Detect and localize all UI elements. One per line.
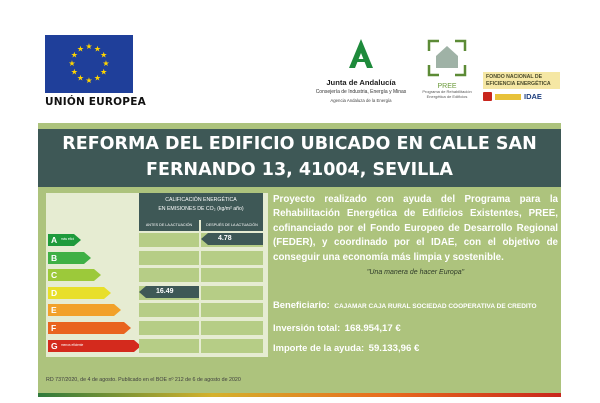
- after-cell-f: [201, 321, 263, 335]
- color-strip: [38, 393, 561, 397]
- after-cell-g: [201, 339, 263, 353]
- energy-rating-label: [46, 193, 268, 357]
- rating-header-units: EN EMISIONES DE CO₂ (kg/m² año): [158, 206, 244, 212]
- svg-text:★: ★: [70, 50, 78, 60]
- aid-label: Importe de la ayuda:: [273, 342, 365, 353]
- before-cell-g: [139, 339, 199, 353]
- title-bar: [38, 129, 561, 187]
- pree-subtitle: Programa de Rehabilitación Energética de Edificios: [422, 89, 472, 99]
- after-value-badge: 4.78: [208, 233, 263, 245]
- after-cell-e: [201, 303, 263, 317]
- before-cell-f: [139, 321, 199, 335]
- before-cell-a: [139, 233, 199, 247]
- legal-footer: RD 737/2020, de 4 de agosto. Publicado en el BOE nº 212 de 6 de agosto de 2020: [46, 377, 241, 383]
- grade-bar-g: [48, 340, 134, 352]
- junta-emblem-icon: [344, 37, 378, 71]
- eu-logo: [45, 35, 146, 108]
- grade-letter: C: [51, 270, 58, 281]
- ministry-logo-icon: [495, 94, 521, 100]
- svg-text:★: ★: [100, 50, 108, 60]
- grade-letter: B: [51, 252, 58, 263]
- eu-motto: "Una manera de hacer Europa": [366, 269, 465, 276]
- rating-header: [139, 193, 263, 220]
- svg-text:★: ★: [76, 44, 85, 54]
- pree-name: PREE: [437, 83, 457, 90]
- idae-logo: IDAE: [524, 92, 542, 101]
- svg-text:★: ★: [102, 59, 110, 68]
- grade-letter: A: [51, 235, 58, 245]
- svg-text:★: ★: [68, 59, 76, 68]
- after-cell-d: [201, 286, 263, 300]
- fondo-name: FONDO NACIONAL DE EFICIENCIA ENERGÉTICA: [483, 72, 560, 89]
- investment-value: 168.954,17 €: [344, 323, 401, 334]
- house-icon: [425, 37, 469, 77]
- aid-row: [273, 338, 419, 356]
- svg-text:★: ★: [100, 67, 108, 77]
- junta-agency: Agencia Andaluza de la Energía: [330, 98, 392, 103]
- aid-value: 59.133,96 €: [368, 343, 420, 354]
- title-line-2: FERNANDO 13, 41004, SEVILLA: [146, 160, 453, 180]
- before-value-badge: 16.49: [146, 286, 199, 298]
- grade-letter: D: [51, 287, 58, 298]
- grade-tag: más eficiente: [61, 237, 80, 241]
- grade-bar-e: [48, 304, 114, 316]
- grade-bar-f: [48, 322, 124, 334]
- junta-andalucia-logo: [313, 37, 409, 103]
- svg-text:★: ★: [70, 67, 78, 77]
- before-cell-b: [139, 251, 199, 265]
- grade-bar-c: [48, 269, 94, 281]
- junta-name: Junta de Andalucía: [326, 78, 396, 87]
- grade-bar-a: [48, 234, 80, 246]
- fondo-nacional-logo: [483, 72, 560, 101]
- svg-text:★: ★: [85, 42, 93, 51]
- investment-row: [273, 318, 401, 336]
- grade-tag: menos eficiente: [61, 342, 84, 347]
- grade-bar-d: [48, 287, 104, 299]
- svg-text:★: ★: [76, 73, 85, 83]
- grade-letter: E: [51, 305, 57, 316]
- beneficiary-value: CAJAMAR CAJA RURAL SOCIEDAD COOPERATIVA DE CREDITO: [334, 303, 537, 310]
- svg-text:★: ★: [85, 76, 93, 85]
- junta-department: Consejería de Industria, Energía y Minas: [315, 89, 407, 95]
- grade-letter: F: [51, 323, 57, 333]
- project-description: Proyecto realizado con ayuda del Programa para la Rehabilitación Energética de Edificios Existentes, PREE, cofinanciado por el Fondo Europeo de Desarrollo Regional (FEDER), y coordinado por el IDAE, con el objetivo de conseguir una economía más limpia y sostenible.: [273, 194, 558, 263]
- rating-header-title: CALIFICACIÓN ENERGÉTICA: [165, 197, 237, 203]
- col-after-header: DESPUÉS DE LA ACTUACIÓN: [201, 220, 263, 231]
- before-cell-c: [139, 268, 199, 282]
- after-cell-b: [201, 251, 263, 265]
- pree-logo: [418, 37, 476, 100]
- beneficiary-label: Beneficiario:: [273, 299, 330, 310]
- svg-text:★: ★: [93, 44, 102, 54]
- title-line-1: REFORMA DEL EDIFICIO UBICADO EN CALLE SAN: [62, 134, 537, 154]
- grade-bar-b: [48, 252, 84, 264]
- investment-label: Inversión total:: [273, 322, 341, 333]
- col-before-header: ANTES DE LA ACTUACIÓN: [139, 220, 199, 231]
- after-cell-c: [201, 268, 263, 282]
- before-cell-e: [139, 303, 199, 317]
- svg-text:★: ★: [93, 73, 102, 83]
- beneficiary-row: [273, 295, 537, 313]
- eu-flag-icon: [45, 35, 133, 93]
- spain-shield-icon: [483, 92, 492, 101]
- eu-label: UNIÓN EUROPEA: [45, 96, 146, 108]
- project-poster: [38, 123, 561, 393]
- grade-letter: G: [51, 340, 58, 351]
